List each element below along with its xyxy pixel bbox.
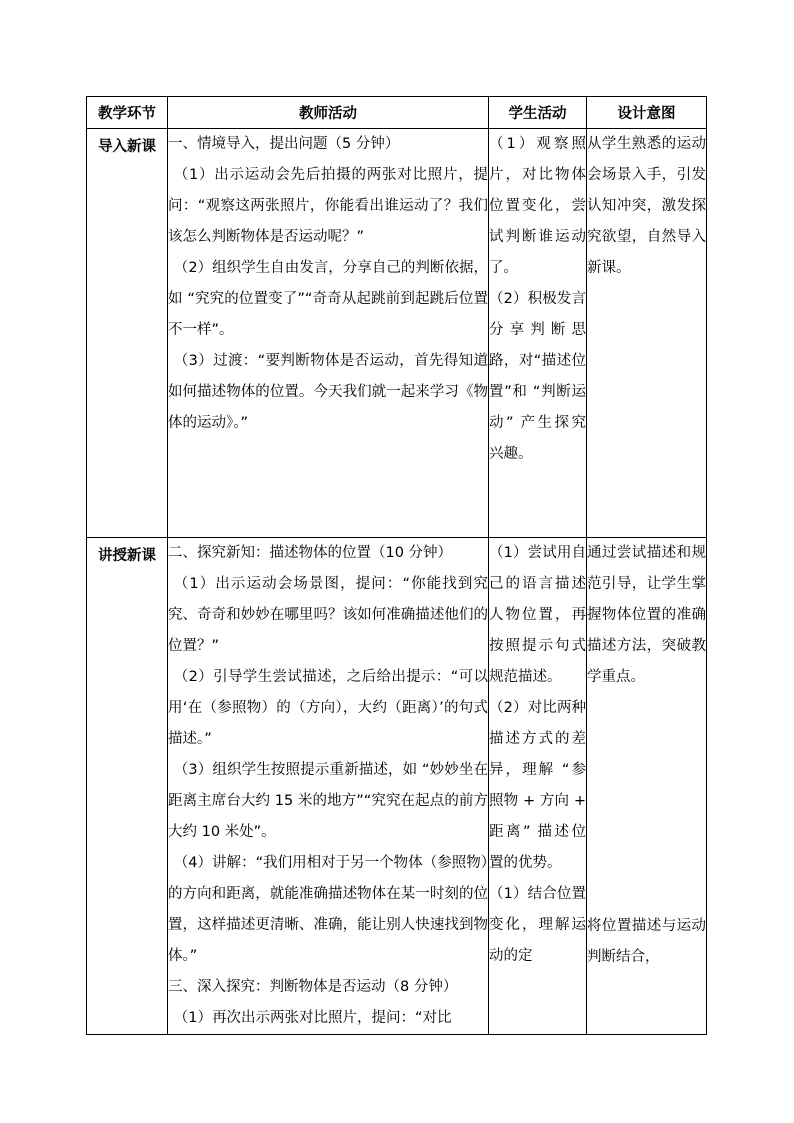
student-step: （1）观察照片，对比物体位置变化，尝试判断谁运动了。 xyxy=(489,136,586,276)
student-activity-cell xyxy=(489,538,587,1035)
student-activity-cell xyxy=(489,129,587,538)
lesson-plan-table xyxy=(86,96,707,1035)
header-student-activity: 学生活动 xyxy=(489,97,587,129)
design-intent-cell xyxy=(587,129,707,538)
teacher-activity-cell xyxy=(168,538,489,1035)
header-stage: 教学环节 xyxy=(87,97,168,129)
teacher-step: 一、情境导入，提出问题（5 分钟） xyxy=(168,136,400,152)
stage-cell: 导入新课 xyxy=(87,129,168,538)
student-step: （2）对比两种描述方式的差异，理解 “参照物 + 方向 + 距离” 描述位置的优势。 xyxy=(489,700,586,871)
student-step: （2）积极发言分享判断思路，对“描述位置”和 “判断运动” 产生探究兴趣。 xyxy=(489,291,586,462)
table-row xyxy=(87,129,707,538)
header-teacher-activity: 教师活动 xyxy=(168,97,489,129)
teacher-step: 二、探究新知：描述物体的位置（10 分钟） xyxy=(168,545,453,561)
teacher-step: （3）组织学生按照提示重新描述，如 “妙妙坐在距离主席台大约 15 米的地方”“究究在起点的前方大约 10 米处”。 xyxy=(168,762,488,840)
stage-cell: 讲授新课 xyxy=(87,538,168,1035)
design-intent-cell xyxy=(587,538,707,1035)
intent-text: 通过尝试描述和规范引导，让学生掌握物体位置的准确描述方法，突破教学重点。 xyxy=(587,545,706,685)
teacher-step: （3）过渡：“要判断物体是否运动，首先得知道如何描述物体的位置。今天我们就一起来学习《物体的运动》。” xyxy=(168,353,488,431)
teacher-activity-cell xyxy=(168,129,489,538)
table-row xyxy=(87,538,707,1035)
student-step: （1）结合位置变化，理解运动的定 xyxy=(489,886,586,964)
intent-text: 从学生熟悉的运动会场景入手，引发认知冲突，激发探究欲望，自然导入新课。 xyxy=(587,136,706,276)
table-header-row xyxy=(87,97,707,129)
teacher-step: （1）出示运动会先后拍摄的两张对比照片，提问：“观察这两张照片，你能看出谁运动了？我们该怎么判断物体是否运动呢？” xyxy=(168,167,488,245)
teacher-step: （1）出示运动会场景图，提问：“你能找到究究、奇奇和妙妙在哪里吗？该如何准确描述他们的位置？” xyxy=(168,576,488,654)
teacher-step: 三、深入探究：判断物体是否运动（8 分钟） xyxy=(168,979,458,995)
header-design-intent: 设计意图 xyxy=(587,97,707,129)
teacher-step: （4）讲解：“我们用相对于另一个物体（参照物）的方向和距离，就能准确描述物体在某一时刻的位置，这样描述更清晰、准确，能让别人快速找到物体。” xyxy=(168,855,488,964)
intent-text: 将位置描述与运动判断结合， xyxy=(587,918,706,965)
teacher-step: （1）再次出示两张对比照片，提问：“对比 xyxy=(173,1010,452,1026)
teacher-step: （2）组织学生自由发言，分享自己的判断依据，如 “究究的位置变了”“奇奇从起跳前到起跳后位置不一样”。 xyxy=(168,260,488,338)
teacher-step: （2）引导学生尝试描述，之后给出提示：“可以用‘在（参照物）的（方向），大约（距离）’的句式描述。” xyxy=(168,669,488,747)
student-step: （1）尝试用自己的语言描述人物位置，再按照提示句式规范描述。 xyxy=(489,545,586,685)
